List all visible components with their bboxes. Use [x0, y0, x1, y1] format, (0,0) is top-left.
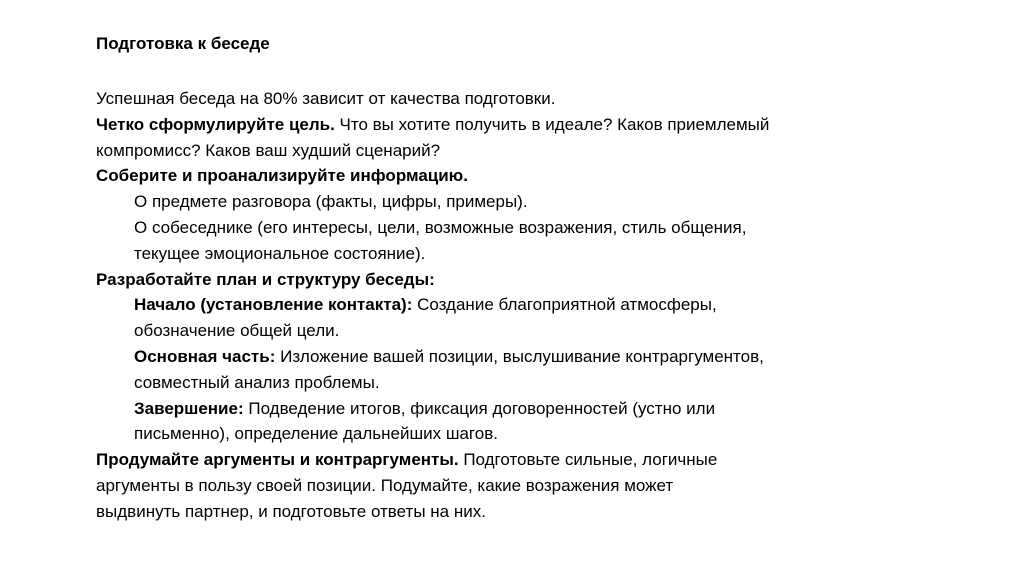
goal-line-1	[96, 112, 876, 138]
arguments-heading: Продумайте аргументы и контраргументы.	[96, 450, 459, 470]
plan-start-text-1: Создание благоприятной атмосферы,	[412, 295, 717, 315]
plan-end-text-1: Подведение итогов, фиксация договоренностей (устно или	[243, 398, 716, 418]
goal-text-2: компромисс? Каков ваш худший сценарий?	[96, 140, 441, 160]
slide-body	[96, 86, 876, 525]
plan-start-label: Начало (установление контакта):	[134, 295, 413, 315]
plan-start-text-2: обозначение общей цели.	[134, 321, 340, 341]
goal-heading: Четко сформулируйте цель.	[96, 114, 335, 134]
arguments-text-2: аргументы в пользу своей позиции. Подумайте, какие возражения может	[96, 475, 674, 495]
arguments-text-3: выдвинуть партнер, и подготовьте ответы на них.	[96, 501, 486, 521]
plan-main-line-1	[96, 344, 876, 370]
plan-main-label: Основная часть:	[134, 346, 276, 366]
arguments-text-1: Подготовьте сильные, логичные	[458, 450, 718, 470]
plan-end-text-2: письменно), определение дальнейших шагов.	[134, 424, 498, 444]
slide-title: Подготовка к беседе	[96, 34, 270, 53]
plan-main-text-2: совместный анализ проблемы.	[134, 372, 380, 392]
plan-main-text-1: Изложение вашей позиции, выслушивание контраргументов,	[275, 346, 764, 366]
info-partner-1: О собеседнике (его интересы, цели, возможные возражения, стиль общения,	[134, 217, 747, 237]
info-partner-2: текущее эмоциональное состояние).	[134, 243, 426, 263]
info-subject: О предмете разговора (факты, цифры, примеры).	[134, 192, 528, 212]
goal-text-1: Что вы хотите получить в идеале? Каков приемлемый	[334, 114, 770, 134]
plan-start-line-1	[96, 292, 876, 318]
plan-heading-text: Разработайте план и структуру беседы:	[96, 269, 435, 289]
info-heading-text: Соберите и проанализируйте информацию.	[96, 166, 468, 186]
plan-end-label: Завершение:	[134, 398, 244, 418]
intro-text: Успешная беседа на 80% зависит от качества подготовки.	[96, 89, 556, 108]
arguments-line-1	[96, 447, 876, 473]
plan-end-line-1	[96, 396, 876, 422]
info-heading	[96, 163, 876, 189]
plan-heading	[96, 267, 876, 293]
